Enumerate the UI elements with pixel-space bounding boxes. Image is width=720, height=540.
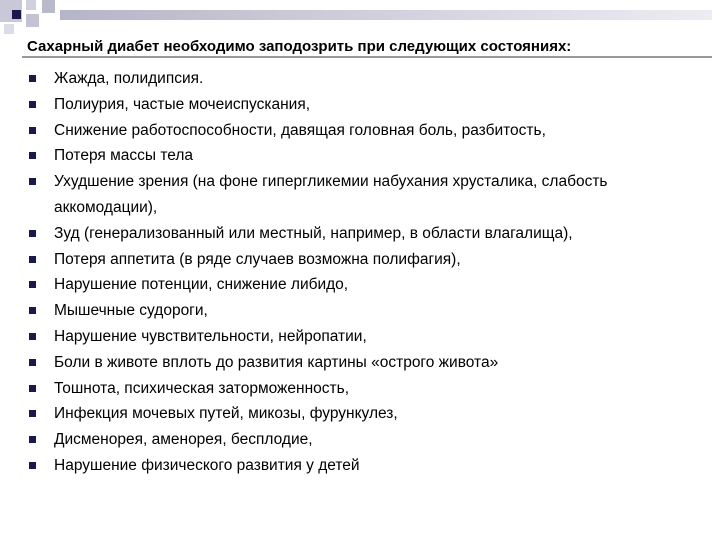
list-item xyxy=(27,169,707,221)
list-item-text: Нарушение чувствительности, нейропатии, xyxy=(54,327,367,345)
list-item-text: Снижение работоспособности, давящая головная боль, разбитость, xyxy=(54,121,546,139)
list-item-text: Нарушение потенции, снижение либидо, xyxy=(54,276,349,294)
list-item xyxy=(27,350,707,376)
list-item-text: Потеря массы тела xyxy=(54,147,194,165)
slide-title: Сахарный диабет необходимо заподозрить при следующих состояниях: xyxy=(27,38,572,55)
list-item xyxy=(27,453,707,479)
list-item xyxy=(27,118,707,144)
list-item xyxy=(27,298,707,324)
list-item-text: Жажда, полидипсия. xyxy=(54,70,204,87)
square-bullet-icon xyxy=(29,410,36,417)
list-item xyxy=(27,247,707,273)
decor-square xyxy=(26,14,39,27)
square-bullet-icon xyxy=(29,101,36,108)
list-item xyxy=(27,143,707,169)
square-bullet-icon xyxy=(29,307,36,314)
square-bullet-icon xyxy=(29,230,36,237)
list-item xyxy=(27,221,707,247)
square-bullet-icon xyxy=(29,333,36,340)
square-bullet-icon xyxy=(29,75,36,82)
square-bullet-icon xyxy=(29,359,36,366)
title-divider xyxy=(22,56,712,58)
list-item-text: Нарушение физического развития у детей xyxy=(54,456,360,474)
decor-square xyxy=(42,0,55,13)
symptom-list xyxy=(27,66,707,479)
list-item-text: Ухудшение зрения (на фоне гипергликемии набухания хрусталика, слабость аккомодации), xyxy=(54,173,608,216)
square-bullet-icon xyxy=(29,462,36,469)
list-item-text: Инфекция мочевых путей, микозы, фурункулез, xyxy=(54,405,398,423)
square-bullet-icon xyxy=(29,256,36,263)
list-item-text: Дисменорея, аменорея, бесплодие, xyxy=(54,431,313,449)
square-bullet-icon xyxy=(29,178,36,185)
decor-square xyxy=(26,0,36,10)
decor-square xyxy=(4,24,14,34)
square-bullet-icon xyxy=(29,152,36,159)
decorative-top-bar xyxy=(60,10,712,20)
square-bullet-icon xyxy=(29,281,36,288)
list-item xyxy=(27,401,707,427)
list-item xyxy=(27,66,707,92)
list-item-text: Боли в животе вплоть до развития картины «острого живота» xyxy=(54,353,499,371)
list-item-text: Полиурия, частые мочеиспускания, xyxy=(54,95,311,113)
square-bullet-icon xyxy=(29,385,36,392)
list-item xyxy=(27,324,707,350)
list-item xyxy=(27,92,707,118)
list-item-text: Потеря аппетита (в ряде случаев возможна полифагия), xyxy=(54,250,461,268)
list-item xyxy=(27,272,707,298)
list-item xyxy=(27,376,707,402)
decor-square xyxy=(12,10,21,19)
list-item-text: Мышечные судороги, xyxy=(54,302,208,320)
square-bullet-icon xyxy=(29,436,36,443)
list-item-text: Зуд (генерализованный или местный, например, в области влагалища), xyxy=(54,224,573,242)
list-item xyxy=(27,427,707,453)
list-item-text: Тошнота, психическая заторможенность, xyxy=(54,379,350,397)
square-bullet-icon xyxy=(29,127,36,134)
